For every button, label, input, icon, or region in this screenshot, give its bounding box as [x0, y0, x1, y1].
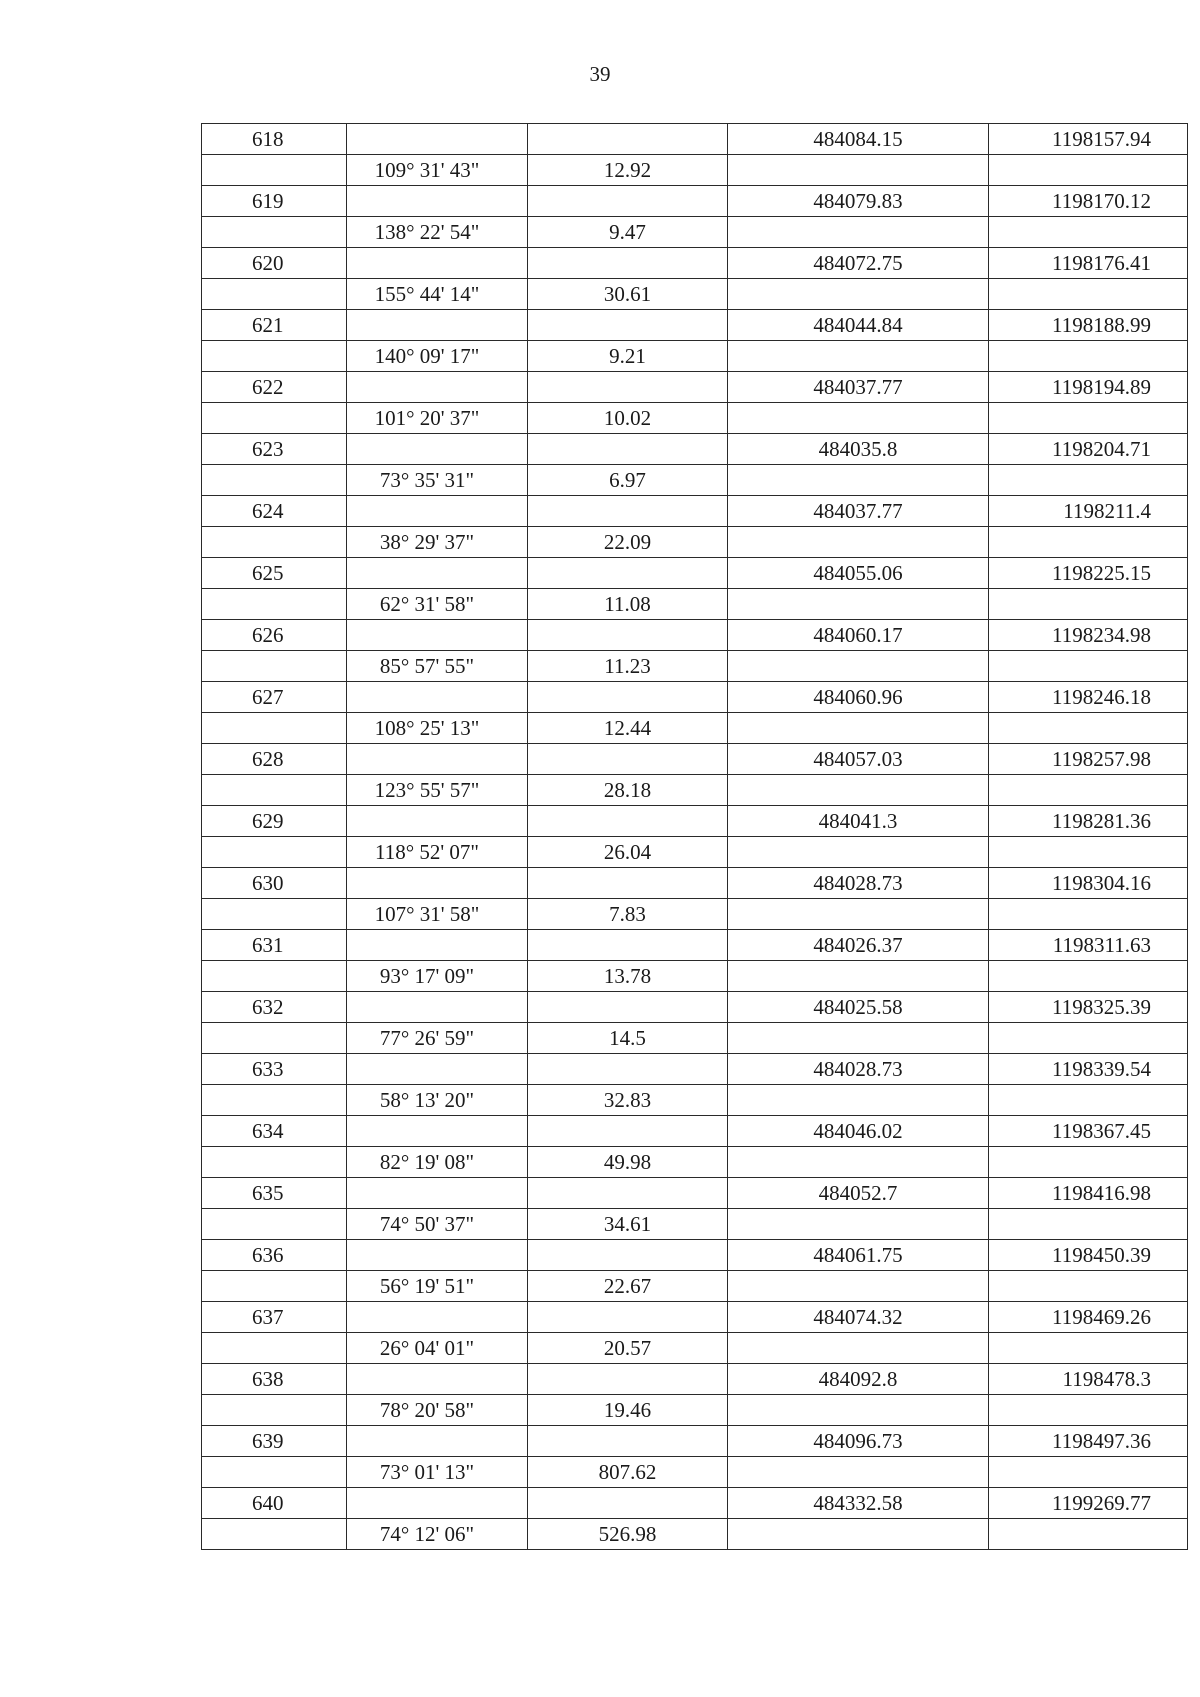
x-coordinate-cell: 484060.17: [728, 620, 989, 651]
x-coordinate-cell: 484061.75: [728, 1240, 989, 1271]
distance-cell: [528, 1426, 728, 1457]
distance-cell: 19.46: [528, 1395, 728, 1426]
segment-row: [202, 155, 1188, 186]
point-row: [202, 806, 1188, 837]
y-coordinate-cell: [989, 155, 1188, 186]
point-number-cell: [202, 155, 347, 186]
point-row: [202, 372, 1188, 403]
segment-row: [202, 403, 1188, 434]
segment-row: [202, 1023, 1188, 1054]
y-coordinate-cell: [989, 1395, 1188, 1426]
bearing-angle-cell: 62° 31' 58": [347, 589, 528, 620]
y-coordinate-cell: 1198257.98: [989, 744, 1188, 775]
point-number-cell: [202, 279, 347, 310]
x-coordinate-cell: [728, 1395, 989, 1426]
y-coordinate-cell: 1198194.89: [989, 372, 1188, 403]
x-coordinate-cell: [728, 775, 989, 806]
bearing-angle-cell: 138° 22' 54": [347, 217, 528, 248]
distance-cell: [528, 372, 728, 403]
point-number-cell: [202, 1519, 347, 1550]
point-number-cell: 624: [202, 496, 347, 527]
y-coordinate-cell: 1198497.36: [989, 1426, 1188, 1457]
distance-cell: [528, 930, 728, 961]
y-coordinate-cell: [989, 403, 1188, 434]
point-row: [202, 1054, 1188, 1085]
y-coordinate-cell: 1198225.15: [989, 558, 1188, 589]
x-coordinate-cell: 484044.84: [728, 310, 989, 341]
point-row: [202, 1426, 1188, 1457]
x-coordinate-cell: 484037.77: [728, 496, 989, 527]
point-number-cell: [202, 837, 347, 868]
point-number-cell: [202, 465, 347, 496]
point-number-cell: 618: [202, 124, 347, 155]
bearing-angle-cell: [347, 868, 528, 899]
y-coordinate-cell: 1198450.39: [989, 1240, 1188, 1271]
bearing-angle-cell: [347, 806, 528, 837]
point-number-cell: [202, 1209, 347, 1240]
x-coordinate-cell: [728, 837, 989, 868]
point-row: [202, 620, 1188, 651]
segment-row: [202, 961, 1188, 992]
x-coordinate-cell: 484072.75: [728, 248, 989, 279]
point-number-cell: 619: [202, 186, 347, 217]
distance-cell: [528, 124, 728, 155]
x-coordinate-cell: 484096.73: [728, 1426, 989, 1457]
distance-cell: 32.83: [528, 1085, 728, 1116]
point-number-cell: [202, 1085, 347, 1116]
coordinates-table: [201, 123, 1188, 1550]
table-body: [202, 124, 1188, 1550]
y-coordinate-cell: 1198204.71: [989, 434, 1188, 465]
bearing-angle-cell: [347, 620, 528, 651]
x-coordinate-cell: 484060.96: [728, 682, 989, 713]
y-coordinate-cell: 1198188.99: [989, 310, 1188, 341]
point-number-cell: [202, 403, 347, 434]
bearing-angle-cell: 85° 57' 55": [347, 651, 528, 682]
distance-cell: 12.44: [528, 713, 728, 744]
bearing-angle-cell: [347, 1302, 528, 1333]
y-coordinate-cell: 1198325.39: [989, 992, 1188, 1023]
distance-cell: [528, 310, 728, 341]
segment-row: [202, 775, 1188, 806]
y-coordinate-cell: 1198469.26: [989, 1302, 1188, 1333]
point-number-cell: 631: [202, 930, 347, 961]
point-row: [202, 496, 1188, 527]
bearing-angle-cell: 123° 55' 57": [347, 775, 528, 806]
distance-cell: 22.67: [528, 1271, 728, 1302]
bearing-angle-cell: 58° 13' 20": [347, 1085, 528, 1116]
bearing-angle-cell: [347, 1426, 528, 1457]
bearing-angle-cell: [347, 992, 528, 1023]
bearing-angle-cell: 118° 52' 07": [347, 837, 528, 868]
x-coordinate-cell: 484084.15: [728, 124, 989, 155]
segment-row: [202, 1519, 1188, 1550]
y-coordinate-cell: [989, 1147, 1188, 1178]
point-number-cell: 626: [202, 620, 347, 651]
segment-row: [202, 279, 1188, 310]
bearing-angle-cell: 38° 29' 37": [347, 527, 528, 558]
point-number-cell: [202, 961, 347, 992]
segment-row: [202, 527, 1188, 558]
x-coordinate-cell: [728, 1271, 989, 1302]
distance-cell: 6.97: [528, 465, 728, 496]
point-row: [202, 1178, 1188, 1209]
y-coordinate-cell: [989, 527, 1188, 558]
x-coordinate-cell: [728, 589, 989, 620]
y-coordinate-cell: [989, 1085, 1188, 1116]
point-row: [202, 1240, 1188, 1271]
point-row: [202, 558, 1188, 589]
segment-row: [202, 1147, 1188, 1178]
y-coordinate-cell: [989, 837, 1188, 868]
y-coordinate-cell: 1198281.36: [989, 806, 1188, 837]
point-number-cell: 621: [202, 310, 347, 341]
segment-row: [202, 1333, 1188, 1364]
y-coordinate-cell: 1198416.98: [989, 1178, 1188, 1209]
distance-cell: 26.04: [528, 837, 728, 868]
distance-cell: [528, 868, 728, 899]
distance-cell: 11.23: [528, 651, 728, 682]
distance-cell: 9.47: [528, 217, 728, 248]
point-number-cell: [202, 217, 347, 248]
point-number-cell: 633: [202, 1054, 347, 1085]
segment-row: [202, 217, 1188, 248]
bearing-angle-cell: [347, 1116, 528, 1147]
distance-cell: 9.21: [528, 341, 728, 372]
x-coordinate-cell: 484026.37: [728, 930, 989, 961]
distance-cell: [528, 682, 728, 713]
distance-cell: 22.09: [528, 527, 728, 558]
point-number-cell: 640: [202, 1488, 347, 1519]
distance-cell: [528, 1488, 728, 1519]
bearing-angle-cell: 107° 31' 58": [347, 899, 528, 930]
point-number-cell: [202, 1333, 347, 1364]
point-number-cell: [202, 1457, 347, 1488]
point-number-cell: 625: [202, 558, 347, 589]
y-coordinate-cell: [989, 899, 1188, 930]
y-coordinate-cell: [989, 589, 1188, 620]
distance-cell: [528, 744, 728, 775]
distance-cell: 11.08: [528, 589, 728, 620]
segment-row: [202, 1209, 1188, 1240]
x-coordinate-cell: 484035.8: [728, 434, 989, 465]
bearing-angle-cell: [347, 496, 528, 527]
bearing-angle-cell: 101° 20' 37": [347, 403, 528, 434]
point-row: [202, 248, 1188, 279]
bearing-angle-cell: 78° 20' 58": [347, 1395, 528, 1426]
point-row: [202, 434, 1188, 465]
point-number-cell: 635: [202, 1178, 347, 1209]
y-coordinate-cell: 1198246.18: [989, 682, 1188, 713]
x-coordinate-cell: 484037.77: [728, 372, 989, 403]
x-coordinate-cell: 484055.06: [728, 558, 989, 589]
point-row: [202, 1116, 1188, 1147]
bearing-angle-cell: [347, 372, 528, 403]
point-number-cell: 638: [202, 1364, 347, 1395]
x-coordinate-cell: 484041.3: [728, 806, 989, 837]
distance-cell: [528, 1054, 728, 1085]
bearing-angle-cell: [347, 1178, 528, 1209]
bearing-angle-cell: [347, 1240, 528, 1271]
point-row: [202, 1364, 1188, 1395]
segment-row: [202, 1395, 1188, 1426]
distance-cell: 7.83: [528, 899, 728, 930]
distance-cell: [528, 1240, 728, 1271]
point-number-cell: [202, 1023, 347, 1054]
segment-row: [202, 1271, 1188, 1302]
bearing-angle-cell: 109° 31' 43": [347, 155, 528, 186]
distance-cell: 49.98: [528, 1147, 728, 1178]
distance-cell: 20.57: [528, 1333, 728, 1364]
bearing-angle-cell: 108° 25' 13": [347, 713, 528, 744]
y-coordinate-cell: 1198176.41: [989, 248, 1188, 279]
y-coordinate-cell: 1198339.54: [989, 1054, 1188, 1085]
y-coordinate-cell: [989, 1333, 1188, 1364]
bearing-angle-cell: [347, 558, 528, 589]
point-number-cell: 622: [202, 372, 347, 403]
x-coordinate-cell: [728, 1519, 989, 1550]
segment-row: [202, 837, 1188, 868]
point-row: [202, 992, 1188, 1023]
bearing-angle-cell: 26° 04' 01": [347, 1333, 528, 1364]
bearing-angle-cell: [347, 744, 528, 775]
segment-row: [202, 341, 1188, 372]
x-coordinate-cell: [728, 279, 989, 310]
segment-row: [202, 651, 1188, 682]
distance-cell: 30.61: [528, 279, 728, 310]
y-coordinate-cell: 1198211.4: [989, 496, 1188, 527]
y-coordinate-cell: [989, 713, 1188, 744]
x-coordinate-cell: 484332.58: [728, 1488, 989, 1519]
point-number-cell: [202, 589, 347, 620]
distance-cell: 34.61: [528, 1209, 728, 1240]
point-number-cell: [202, 1271, 347, 1302]
bearing-angle-cell: [347, 310, 528, 341]
x-coordinate-cell: [728, 1023, 989, 1054]
point-number-cell: 627: [202, 682, 347, 713]
bearing-angle-cell: [347, 682, 528, 713]
distance-cell: 10.02: [528, 403, 728, 434]
distance-cell: [528, 1178, 728, 1209]
page-number: 39: [589, 62, 611, 86]
point-number-cell: 629: [202, 806, 347, 837]
point-number-cell: 628: [202, 744, 347, 775]
bearing-angle-cell: [347, 1488, 528, 1519]
point-number-cell: 637: [202, 1302, 347, 1333]
distance-cell: 12.92: [528, 155, 728, 186]
x-coordinate-cell: [728, 527, 989, 558]
distance-cell: [528, 1302, 728, 1333]
distance-cell: [528, 620, 728, 651]
x-coordinate-cell: 484092.8: [728, 1364, 989, 1395]
x-coordinate-cell: [728, 155, 989, 186]
distance-cell: [528, 496, 728, 527]
point-number-cell: [202, 527, 347, 558]
point-number-cell: [202, 1395, 347, 1426]
x-coordinate-cell: [728, 1147, 989, 1178]
x-coordinate-cell: [728, 899, 989, 930]
y-coordinate-cell: [989, 1457, 1188, 1488]
y-coordinate-cell: 1198311.63: [989, 930, 1188, 961]
x-coordinate-cell: [728, 341, 989, 372]
distance-cell: 14.5: [528, 1023, 728, 1054]
x-coordinate-cell: 484052.7: [728, 1178, 989, 1209]
x-coordinate-cell: [728, 1333, 989, 1364]
point-number-cell: [202, 713, 347, 744]
bearing-angle-cell: 82° 19' 08": [347, 1147, 528, 1178]
x-coordinate-cell: 484046.02: [728, 1116, 989, 1147]
bearing-angle-cell: [347, 1054, 528, 1085]
y-coordinate-cell: 1198478.3: [989, 1364, 1188, 1395]
point-number-cell: [202, 1147, 347, 1178]
bearing-angle-cell: 140° 09' 17": [347, 341, 528, 372]
x-coordinate-cell: [728, 465, 989, 496]
distance-cell: [528, 248, 728, 279]
y-coordinate-cell: [989, 775, 1188, 806]
x-coordinate-cell: 484028.73: [728, 1054, 989, 1085]
y-coordinate-cell: [989, 1023, 1188, 1054]
distance-cell: [528, 434, 728, 465]
segment-row: [202, 1457, 1188, 1488]
bearing-angle-cell: [347, 930, 528, 961]
bearing-angle-cell: 74° 12' 06": [347, 1519, 528, 1550]
point-number-cell: 632: [202, 992, 347, 1023]
bearing-angle-cell: 74° 50' 37": [347, 1209, 528, 1240]
point-row: [202, 682, 1188, 713]
point-row: [202, 124, 1188, 155]
x-coordinate-cell: [728, 713, 989, 744]
distance-cell: [528, 558, 728, 589]
x-coordinate-cell: [728, 1457, 989, 1488]
segment-row: [202, 713, 1188, 744]
segment-row: [202, 899, 1188, 930]
point-number-cell: 620: [202, 248, 347, 279]
y-coordinate-cell: 1198367.45: [989, 1116, 1188, 1147]
point-number-cell: [202, 775, 347, 806]
distance-cell: [528, 186, 728, 217]
y-coordinate-cell: 1198170.12: [989, 186, 1188, 217]
distance-cell: 28.18: [528, 775, 728, 806]
point-row: [202, 868, 1188, 899]
distance-cell: 807.62: [528, 1457, 728, 1488]
x-coordinate-cell: 484028.73: [728, 868, 989, 899]
bearing-angle-cell: [347, 434, 528, 465]
distance-cell: [528, 992, 728, 1023]
y-coordinate-cell: [989, 651, 1188, 682]
bearing-angle-cell: [347, 186, 528, 217]
bearing-angle-cell: 77° 26' 59": [347, 1023, 528, 1054]
distance-cell: [528, 1364, 728, 1395]
bearing-angle-cell: [347, 248, 528, 279]
bearing-angle-cell: 56° 19' 51": [347, 1271, 528, 1302]
point-number-cell: 623: [202, 434, 347, 465]
point-row: [202, 1302, 1188, 1333]
y-coordinate-cell: [989, 465, 1188, 496]
bearing-angle-cell: 73° 01' 13": [347, 1457, 528, 1488]
point-row: [202, 930, 1188, 961]
segment-row: [202, 1085, 1188, 1116]
distance-cell: 13.78: [528, 961, 728, 992]
y-coordinate-cell: 1198157.94: [989, 124, 1188, 155]
x-coordinate-cell: 484079.83: [728, 186, 989, 217]
bearing-angle-cell: 73° 35' 31": [347, 465, 528, 496]
y-coordinate-cell: 1198234.98: [989, 620, 1188, 651]
x-coordinate-cell: 484057.03: [728, 744, 989, 775]
y-coordinate-cell: [989, 217, 1188, 248]
x-coordinate-cell: [728, 651, 989, 682]
x-coordinate-cell: [728, 1085, 989, 1116]
distance-cell: [528, 1116, 728, 1147]
bearing-angle-cell: 93° 17' 09": [347, 961, 528, 992]
y-coordinate-cell: [989, 341, 1188, 372]
segment-row: [202, 465, 1188, 496]
x-coordinate-cell: [728, 1209, 989, 1240]
point-row: [202, 186, 1188, 217]
point-number-cell: [202, 341, 347, 372]
y-coordinate-cell: [989, 1271, 1188, 1302]
x-coordinate-cell: [728, 403, 989, 434]
y-coordinate-cell: 1198304.16: [989, 868, 1188, 899]
point-row: [202, 744, 1188, 775]
point-number-cell: 636: [202, 1240, 347, 1271]
y-coordinate-cell: [989, 1519, 1188, 1550]
point-number-cell: [202, 899, 347, 930]
point-row: [202, 1488, 1188, 1519]
point-number-cell: 634: [202, 1116, 347, 1147]
bearing-angle-cell: [347, 124, 528, 155]
segment-row: [202, 589, 1188, 620]
point-number-cell: 639: [202, 1426, 347, 1457]
bearing-angle-cell: [347, 1364, 528, 1395]
x-coordinate-cell: [728, 217, 989, 248]
x-coordinate-cell: [728, 961, 989, 992]
point-number-cell: 630: [202, 868, 347, 899]
bearing-angle-cell: 155° 44' 14": [347, 279, 528, 310]
distance-cell: [528, 806, 728, 837]
y-coordinate-cell: [989, 279, 1188, 310]
point-number-cell: [202, 651, 347, 682]
x-coordinate-cell: 484074.32: [728, 1302, 989, 1333]
distance-cell: 526.98: [528, 1519, 728, 1550]
y-coordinate-cell: [989, 961, 1188, 992]
y-coordinate-cell: [989, 1209, 1188, 1240]
x-coordinate-cell: 484025.58: [728, 992, 989, 1023]
point-row: [202, 310, 1188, 341]
y-coordinate-cell: 1199269.77: [989, 1488, 1188, 1519]
